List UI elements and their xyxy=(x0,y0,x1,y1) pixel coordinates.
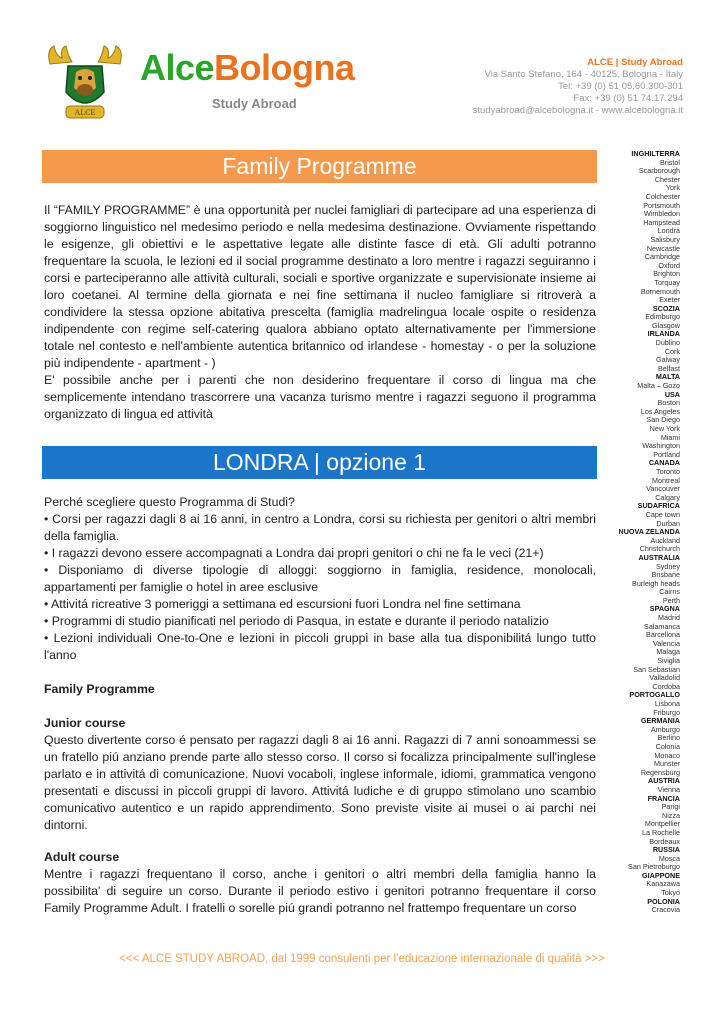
city-item[interactable]: Perth xyxy=(662,595,680,605)
country-heading: CANADA xyxy=(648,458,680,468)
country-heading: SCOZIA xyxy=(652,303,680,313)
city-item[interactable]: Munster xyxy=(654,759,680,769)
city-item[interactable]: San Diego xyxy=(646,415,680,425)
city-item[interactable]: Belfast xyxy=(658,363,680,373)
country-heading: PORTOGALLO xyxy=(629,690,680,700)
city-item[interactable]: Londra xyxy=(657,226,680,236)
country-heading: USA xyxy=(664,389,680,399)
city-item[interactable]: Cambridge xyxy=(644,252,680,262)
city-item[interactable]: Sydney xyxy=(656,561,680,571)
city-item[interactable]: Miami xyxy=(660,432,680,442)
family-programme-heading: Family Programme xyxy=(44,682,155,696)
city-item[interactable]: Newcastle xyxy=(646,243,680,253)
city-item[interactable]: San Sebastian xyxy=(633,664,680,674)
city-item[interactable]: Brighton xyxy=(653,269,680,279)
londra-section xyxy=(44,494,596,917)
country-heading: NUOVA ZELANDA xyxy=(618,527,680,537)
city-item[interactable]: Vienna xyxy=(657,784,680,794)
country-heading: AUSTRALIA xyxy=(638,552,680,562)
city-item[interactable]: Valencia xyxy=(652,638,680,648)
city-item[interactable]: Boston xyxy=(657,398,680,408)
city-item[interactable]: Regensburg xyxy=(640,767,680,777)
city-item[interactable]: Hampstead xyxy=(643,217,680,227)
city-item[interactable]: Edimburgo xyxy=(645,312,680,322)
city-item[interactable]: Bristol xyxy=(660,157,680,167)
svg-text:ALCE: ALCE xyxy=(74,108,96,117)
footer-tagline: <<< ALCE STUDY ABROAD, dal 1999 consulenti per l’educazione internazionale di qualità >>> xyxy=(119,953,605,965)
city-item[interactable]: Madrid xyxy=(658,613,680,623)
city-item[interactable]: Amburgo xyxy=(650,724,680,734)
destinations-list xyxy=(580,150,680,915)
brand-subtitle: Study Abroad xyxy=(212,96,297,111)
junior-course-heading: Junior course xyxy=(44,716,126,730)
city-item[interactable]: Christchurch xyxy=(639,544,680,554)
city-item[interactable]: Nizza xyxy=(662,810,680,820)
country-heading: SPAGNA xyxy=(649,604,680,614)
city-item[interactable]: Portsmouth xyxy=(643,200,680,210)
city-item[interactable]: Chester xyxy=(654,174,680,184)
contact-email-web[interactable]: studyabroad@alcebologna.it - www.alcebologna.it xyxy=(472,105,683,116)
adult-course-heading: Adult course xyxy=(44,850,120,864)
city-item[interactable]: Bornemouth xyxy=(640,286,680,296)
city-item[interactable]: Galway xyxy=(656,355,680,365)
country-heading: MALTA xyxy=(655,372,680,382)
city-item[interactable]: Portland xyxy=(653,449,680,459)
intro-paragraph-1: Il “FAMILY PROGRAMME” è una opportunità per nuclei famigliari di partecipare ad una esperienza di soggiorno linguistico nel medesimo periodo e nella medesima destinazione. Ovviamente rispettando le esigenze, gli obiettivi e le aspettative legate alle distinte fasce di età. Gli adulti potranno frequentare la scuola, le lezioni ed il social programme destinato a loro mentre i ragazzi seguiranno i corsi e parteciperanno alle attività culturali, sociali e sportive organizzate e supervisionate insieme ai loro coetanei. Al termine della giornata e nei fine settimana il nucleo famigliare si ritroverà a condividere la stessa opzione abitativa prescelta (famiglia madrelingua locale ospite o residenza indipendente con regime self-catering qualora abbiano optato alternativamente per l'immersione totale nel contesto e nell'ambiente autentica britannico od irlandese - homestay - o per la soluzione più indipendente - apartment - ) xyxy=(44,203,596,370)
city-item[interactable]: Parigi xyxy=(661,802,680,812)
city-item[interactable]: Malaga xyxy=(656,647,680,657)
bullet-item: • Lezioni individuali One-to-One e lezioni in piccoli gruppi in base alla tua disponibilitá lungo tutto l'anno xyxy=(44,631,596,662)
city-item[interactable]: Exeter xyxy=(659,295,680,305)
city-item[interactable]: Colchester xyxy=(645,191,680,201)
bullet-item: • Programmi di studio pianificati nel periodo di Pasqua, in estate e durante il periodo natalizio xyxy=(44,614,549,628)
londra-banner: LONDRA | opzione 1 xyxy=(42,446,597,479)
city-item[interactable]: Tokyo xyxy=(661,888,680,898)
contact-block: ALCE | Study Abroad Via Santo Stefano, 164 - 40125, Bologna - Italy Tel: +39 (0) 51 05.60.300-301 Fax: +39 (0) 51 74.17.294 studyabroad@alcebologna.it - www.alcebologna.it xyxy=(472,57,683,116)
city-item[interactable]: La Rochelle xyxy=(642,827,680,837)
city-item[interactable]: Cracovia xyxy=(651,905,680,915)
city-item[interactable]: York xyxy=(665,183,680,193)
city-item[interactable]: Friburgo xyxy=(653,707,680,717)
country-heading: INGHILTERRA xyxy=(631,149,680,158)
city-item[interactable]: Salisbury xyxy=(650,234,680,244)
country-heading: SUDAFRICA xyxy=(637,501,680,511)
city-item[interactable]: Mosca xyxy=(658,853,680,863)
city-item[interactable]: Burleigh heads xyxy=(632,578,680,588)
city-item[interactable]: Berlino xyxy=(657,733,680,743)
city-item[interactable]: Cairns xyxy=(659,587,680,597)
intro-paragraph-2: E' possibile anche per i parenti che non desiderino frequentare il corso di lingua ma che semplicemente intendano trascorrere una vacanza turismo mentre i ragazzi seguono il programma organizzato di lingua ed attività xyxy=(44,373,596,421)
city-item[interactable]: Cordoba xyxy=(652,681,680,691)
city-item[interactable]: Kanazawa xyxy=(646,879,680,889)
city-item[interactable]: Salamanca xyxy=(644,621,680,631)
bullet-item: • Corsi per ragazzi dagli 8 ai 16 anni, in centro a Londra, corsi su richiesta per genitori o altri membri della famiglia. xyxy=(44,512,596,543)
adult-course-text: Mentre i ragazzi frequentano il corso, anche i genitori o altri membri della famiglia hanno la possibilita' di seguire un corso. Durante il periodo estivo i genitori potranno frequentare il corso Family Programme Adult. I fratelli o sorelle piú grandi potranno nel frattempo frequentare un corso xyxy=(44,867,596,915)
city-item[interactable]: Cork xyxy=(664,346,680,356)
country-heading: GERMANIA xyxy=(640,716,680,726)
londra-question: Perché scegliere questo Programma di Studi? xyxy=(44,495,295,509)
city-item[interactable]: Barcellona xyxy=(646,630,680,640)
city-item[interactable]: Toronto xyxy=(656,466,680,476)
city-item[interactable]: Colonia xyxy=(655,741,680,751)
junior-course-text: Questo divertente corso é pensato per ragazzi dagli 8 ai 16 anni. Ragazzi di 7 anni sonoammessi se un fratello piú anziano prende parte allo stesso corso. Il corso si focalizza principalmente sull'inglese parlato e in attivitá di comunicazione. Nuovi vocaboli, inglese informale, idiomi, grammatica vengono presentati e discussi in piccoli gruppi di lavoro. Attivitá ludiche e di gruppo stimolano uno scambio comunicativo autentico e un rapido apprendimento. Sono previste visite ai musei o ai parchi nei dintorni. xyxy=(44,733,596,832)
city-item[interactable]: Durban xyxy=(656,518,680,528)
bullet-item: • Disponiamo di diverse tipologie di alloggi: soggiorno in famiglia, residence, monolocali, appartamenti per famiglie o hotel in aree esclusive xyxy=(44,563,596,594)
country-heading: GIAPPONE xyxy=(642,870,680,880)
city-item[interactable]: San Pietroburgo xyxy=(628,862,680,872)
city-item[interactable]: New York xyxy=(649,424,680,433)
country-heading: POLONIA xyxy=(647,896,680,906)
bullet-item: • I ragazzi devono essere accompagnati a Londra dai propri genitori o chi ne fa le veci (21+) xyxy=(44,546,544,560)
city-item[interactable]: Scarborough xyxy=(638,166,680,176)
city-item[interactable]: Torquay xyxy=(654,277,680,287)
city-item[interactable]: Los Angeles xyxy=(640,406,680,416)
alce-logo xyxy=(44,42,126,122)
city-item[interactable]: Lisbona xyxy=(654,699,680,708)
city-item[interactable]: Calgary xyxy=(655,492,680,502)
city-item[interactable]: Valladolid xyxy=(649,673,680,683)
city-item[interactable]: Oxford xyxy=(658,260,680,270)
city-item[interactable]: Brisbane xyxy=(651,570,680,580)
city-item[interactable]: Monaco xyxy=(654,750,680,760)
city-item[interactable]: Montpellier xyxy=(644,819,680,829)
city-item[interactable]: Dublino xyxy=(655,338,680,348)
city-item[interactable]: Cape town xyxy=(645,509,680,519)
city-item[interactable]: Washington xyxy=(642,441,680,451)
city-item[interactable]: Auckland xyxy=(650,535,680,545)
intro-section xyxy=(44,202,596,423)
brand-name: AlceBologna xyxy=(140,47,355,88)
bullet-item: • Attivitá ricreative 3 pomeriggi a settimana ed escursioni fuori Londra nel fine settimana xyxy=(44,597,521,611)
city-item[interactable]: Wimbledon xyxy=(644,209,680,219)
country-heading: RUSSIA xyxy=(652,845,680,855)
country-heading: FRANCIA xyxy=(647,793,680,803)
family-programme-banner: Family Programme xyxy=(42,150,597,183)
city-item[interactable]: Siviglia xyxy=(657,656,680,666)
city-item[interactable]: Montreal xyxy=(652,475,680,485)
country-heading: IRLANDA xyxy=(647,329,680,339)
country-heading: AUSTRIA xyxy=(648,776,680,786)
city-item[interactable]: Malta – Gozo xyxy=(637,381,680,391)
city-item[interactable]: Glasgow xyxy=(652,320,680,330)
city-item[interactable]: Vancouver xyxy=(646,484,680,494)
city-item[interactable]: Bordeaux xyxy=(649,836,680,846)
